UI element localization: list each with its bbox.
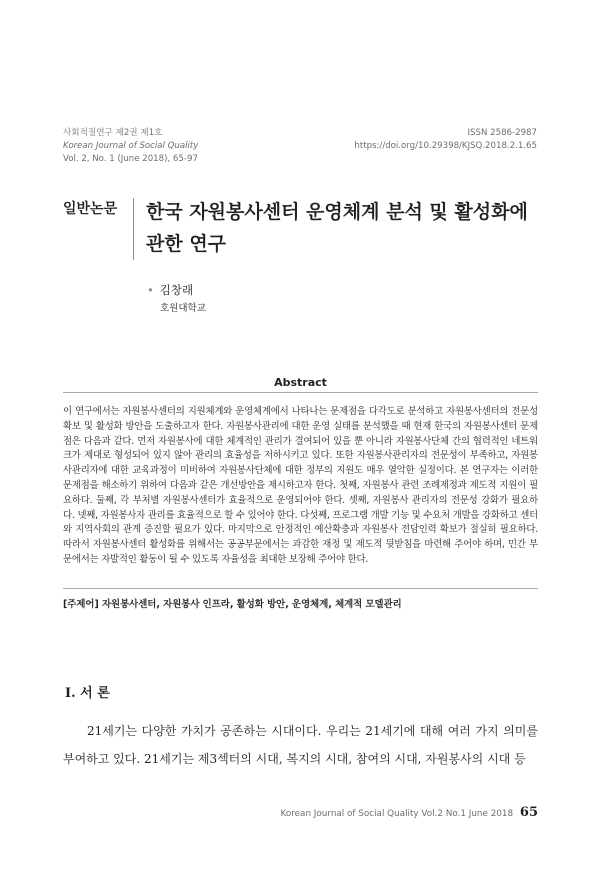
author-line: [147, 282, 193, 298]
journal-header-left: [63, 127, 198, 166]
footer-journal-line: Korean Journal of Social Quality Vol.2 No.1 June 2018: [280, 809, 514, 819]
abstract-top-rule: [63, 392, 538, 393]
keywords: [주제어] 자원봉사센터, 자원봉사 인프라, 활성화 방안, 운영체계, 체계적 모델관리: [63, 599, 402, 610]
doi-link[interactable]: https://doi.org/10.29398/KJSQ.2018.2.1.65: [354, 141, 537, 151]
title-divider: [133, 198, 134, 260]
body-text: [63, 717, 538, 773]
abstract-bottom-rule: [63, 588, 538, 589]
journal-volume: Vol. 2, No. 1 (June 2018), 65-97: [63, 154, 198, 164]
page-number: 65: [519, 805, 538, 820]
body-paragraph: 21세기는 다양한 가치가 공존하는 시대이다. 우리는 21세기에 대해 여러 가지 의미를 부여하고 있다. 21세기는 제3섹터의 시대, 복지의 시대, 참여의 시대, 자원봉사의 시대 등: [63, 724, 538, 766]
author-name: 김창래: [159, 283, 194, 297]
abstract-heading: Abstract: [274, 376, 327, 389]
journal-header-right: [354, 127, 537, 153]
journal-name-korean: 사회적질연구 제2권 제1호: [63, 128, 163, 138]
author-affiliation: 호원대학교: [160, 303, 206, 314]
abstract-body: 이 연구에서는 자원봉사센터의 지원체계와 운영체계에서 나타나는 문제점을 다각도로 분석하고 자원봉사센터의 전문성 확보 및 활성화 방안을 도출하고자 한다. 자원봉사관리에 대한 운영 실태를 분석했을 때 현재 한국의 자원봉사센터 문제점은 다음과 같다. 먼저 자원봉사에 대한 체계적인 관리가 결여되어 있을 뿐 아니라 자원봉사단체 간의 협력적인 네트워크가 제대로 형성되어 있지 않아 관리의 효율성을 저하시키고 있다. 또한 자원봉사관리자의 전문성이 부족하고, 자원봉사관리자에 대한 교육과정이 미비하여 자원봉사단체에 대한 정부의 지원도 매우 열악한 실정이다. 본 연구자는 이러한 문제점을 해소하기 위하여 다음과 같은 개선방안을 제시하고자 한다. 첫째, 자원봉사 관련 조례제정과 제도적 지원이 필요하다. 둘째, 각 부처별 자원봉사센터가 효율적으로 운영되어야 한다. 셋째, 자원봉사 관리자의 전문성 강화가 필요하다. 넷째, 자원봉사자 관리를 효율적으로 할 수 있어야 한다. 다섯째, 프로그램 개발 기능 및 수요처 개발을 강화하고 센터와 지역사회의 관계 증진할 필요가 있다. 마지막으로 안정적인 예산확충과 자원봉사 전담인력 확보가 절실히 필요하다. 따라서 자원봉사센터 활성화를 위해서는 공공부문에서는 과감한 재정 및 제도적 뒷받침을 마련해 주어야 하며, 민간 부문에서는 자발적인 활동이 될 수 있도록 자율성을 최대한 보장해 주어야 한다.: [63, 406, 538, 565]
section-heading: Ⅰ. 서 론: [65, 686, 110, 701]
bullet-icon: •: [147, 283, 154, 297]
issn: ISSN 2586-2987: [467, 128, 537, 138]
journal-name-english: Korean Journal of Social Quality: [63, 141, 199, 151]
article-type-label: 일반논문: [63, 201, 118, 217]
page-footer: [281, 805, 539, 820]
article-title: 한국 자원봉사센터 운영체계 분석 및 활성화에 관한 연구: [146, 201, 528, 255]
